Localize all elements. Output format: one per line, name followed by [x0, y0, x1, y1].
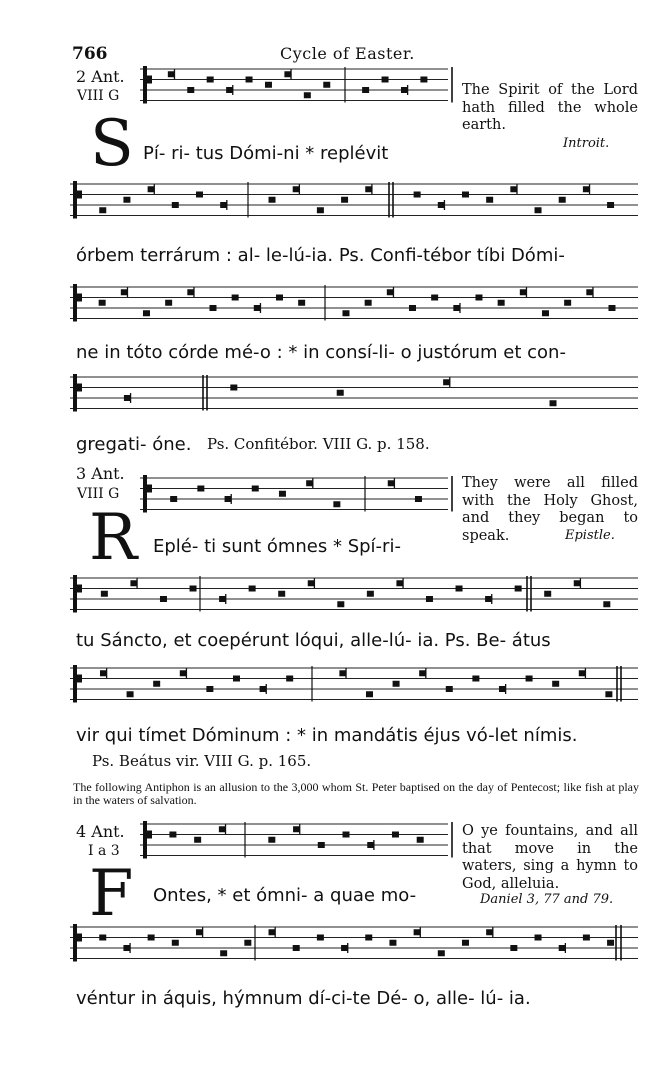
clef-mark — [143, 66, 147, 104]
neume-stem — [312, 478, 313, 488]
neume — [304, 92, 311, 98]
antiphon-number: 4 Ant. — [76, 822, 125, 841]
clef-mark — [75, 934, 82, 942]
neume — [268, 837, 275, 843]
neume — [172, 202, 179, 208]
neume — [438, 950, 445, 956]
neume — [564, 300, 571, 306]
clef-mark — [75, 384, 82, 392]
clef-mark — [145, 831, 152, 839]
neume-stem — [347, 943, 348, 953]
lyric-line: tu Sáncto, et coepérunt lóqui, alle-lú- ia. Ps. Be- átus — [76, 630, 551, 651]
neume — [388, 480, 395, 486]
neume — [559, 945, 566, 951]
neume — [254, 305, 261, 311]
clef-mark — [73, 284, 77, 322]
neume — [420, 77, 427, 83]
lyric-line: Pí- ri- tus Dómi-ni * replévit — [143, 143, 389, 164]
neume — [168, 71, 175, 77]
lyric-line: Eplé- ti sunt ómnes * Spí-ri- — [153, 536, 401, 557]
neume — [123, 945, 130, 951]
page-number: 766 — [72, 44, 108, 64]
neume — [170, 496, 177, 502]
neume — [438, 202, 445, 208]
neume-stem — [231, 494, 232, 504]
antiphon-number: 2 Ant. — [76, 67, 125, 86]
clef-mark — [145, 76, 152, 84]
neume — [194, 837, 201, 843]
neume — [389, 940, 396, 946]
neume — [169, 832, 176, 838]
neume-stem — [459, 303, 460, 313]
neume — [341, 945, 348, 951]
lyric-line: gregati- óne. — [76, 434, 192, 455]
neume — [409, 305, 416, 311]
neume — [417, 837, 424, 843]
neume — [419, 670, 426, 676]
neume — [219, 826, 226, 832]
neume — [396, 580, 403, 586]
neume — [426, 596, 433, 602]
neume — [279, 491, 286, 497]
neume — [586, 289, 593, 295]
neume — [165, 300, 172, 306]
translation: The Spirit of the Lord hath filled the whole earth. — [462, 82, 638, 133]
neume — [123, 197, 130, 203]
neume — [308, 580, 315, 586]
neume — [306, 480, 313, 486]
neume — [333, 501, 340, 507]
neume — [232, 295, 239, 301]
antiphon-mode: VIII G — [77, 88, 120, 104]
neume — [486, 929, 493, 935]
neume — [143, 310, 150, 316]
lyric-line: Ontes, * et ómni- a quae mo- — [153, 885, 417, 906]
initial-letter: F — [89, 857, 134, 931]
neume — [367, 842, 374, 848]
neume — [499, 686, 506, 692]
neume — [485, 596, 492, 602]
neume-stem — [394, 478, 395, 488]
neume — [148, 186, 155, 192]
neume — [414, 192, 421, 198]
neume — [339, 670, 346, 676]
footnote: The following Antiphon is an allusion to the 3,000 whom St. Peter baptised on the day of Pentecost; like fish at play in the waters of salvation. — [73, 780, 639, 807]
clef-mark — [75, 585, 82, 593]
neume-stem — [154, 184, 155, 194]
neume-stem — [526, 287, 527, 297]
initial-letter: R — [89, 501, 138, 575]
lyric-line: véntur in áquis, hýmnum dí-ci-te Dé- o, alle- lú- ia. — [76, 988, 531, 1009]
neume — [206, 686, 213, 692]
neume — [393, 681, 400, 687]
neume — [443, 379, 450, 385]
neume — [180, 670, 187, 676]
neume-stem — [202, 927, 203, 937]
neume-stem — [449, 377, 450, 387]
neume — [260, 686, 267, 692]
neume — [343, 832, 350, 838]
neume — [579, 670, 586, 676]
neume — [520, 289, 527, 295]
neume — [209, 305, 216, 311]
translation: They were all filled with the Holy Ghost, and they began to speak. — [462, 475, 638, 544]
neume — [246, 77, 253, 83]
clef-mark — [73, 665, 77, 703]
neume — [362, 87, 369, 93]
neume — [456, 586, 463, 592]
neume — [317, 207, 324, 213]
clef-mark — [143, 475, 147, 513]
neume — [153, 681, 160, 687]
neume — [367, 591, 374, 597]
neume-stem — [130, 393, 131, 403]
neume — [197, 486, 204, 492]
neume-stem — [345, 668, 346, 678]
neume — [365, 935, 372, 941]
neume — [607, 940, 614, 946]
neume — [498, 300, 505, 306]
neume — [607, 202, 614, 208]
neume — [100, 670, 107, 676]
neume — [127, 691, 134, 697]
neume — [605, 691, 612, 697]
neume — [293, 186, 300, 192]
neume-stem — [290, 69, 291, 79]
neume-stem — [225, 824, 226, 834]
neume-stem — [402, 578, 403, 588]
neume — [121, 289, 128, 295]
clef-mark — [143, 821, 147, 859]
neume-stem — [314, 578, 315, 588]
neume-stem — [516, 184, 517, 194]
neume — [366, 691, 373, 697]
neume — [453, 305, 460, 311]
neume — [196, 192, 203, 198]
neume-stem — [505, 684, 506, 694]
neume — [265, 82, 272, 88]
neume-stem — [299, 184, 300, 194]
neume — [317, 935, 324, 941]
neume — [293, 826, 300, 832]
neume — [544, 591, 551, 597]
neume — [278, 591, 285, 597]
neume — [462, 940, 469, 946]
neume — [608, 305, 615, 311]
neume — [269, 929, 276, 935]
neume — [298, 300, 305, 306]
neume — [472, 676, 479, 682]
neume — [233, 676, 240, 682]
lyric-line: ne in tóto córde mé-o : * in consí-li- o justórum et con- — [76, 342, 566, 363]
neume-stem — [299, 824, 300, 834]
neume — [252, 486, 259, 492]
neume — [318, 842, 325, 848]
neume — [101, 591, 108, 597]
neume — [583, 186, 590, 192]
neume — [99, 935, 106, 941]
running-title: Cycle of Easter. — [280, 44, 415, 63]
neume — [187, 289, 194, 295]
neume-stem — [585, 668, 586, 678]
translation: O ye fountains, and all that move in the waters, sing a hymn to God, alleluia. — [462, 823, 638, 892]
neume-stem — [225, 594, 226, 604]
clef-mark — [73, 181, 77, 219]
neume-stem — [393, 287, 394, 297]
psalm-reference: Ps. Beátus vir. VIII G. p. 165. — [92, 752, 312, 770]
neume-stem — [136, 578, 137, 588]
neume — [124, 395, 131, 401]
antiphon-mode: VIII G — [77, 486, 120, 502]
clef-mark — [75, 294, 82, 302]
neume-stem — [127, 287, 128, 297]
neume — [486, 197, 493, 203]
neume-stem — [425, 668, 426, 678]
clef-mark — [73, 575, 77, 613]
neume — [249, 586, 256, 592]
neume — [130, 580, 137, 586]
clef-mark — [75, 191, 82, 199]
neume — [196, 929, 203, 935]
initial-letter: S — [90, 107, 134, 181]
neume-stem — [186, 668, 187, 678]
psalm-reference: Ps. Confitébor. VIII G. p. 158. — [207, 435, 430, 453]
neume — [337, 390, 344, 396]
clef-mark — [145, 485, 152, 493]
neume — [286, 676, 293, 682]
neume — [414, 929, 421, 935]
neume — [276, 295, 283, 301]
neume — [415, 496, 422, 502]
neume — [225, 496, 232, 502]
neume — [475, 295, 482, 301]
lyric-line: vir qui tímet Dóminum : * in mandátis éjus vó-let nímis. — [76, 725, 578, 746]
neume-stem — [373, 840, 374, 850]
neume-stem — [491, 594, 492, 604]
neume-stem — [589, 184, 590, 194]
antiphon-number: 3 Ant. — [76, 464, 125, 483]
antiphon-mode: I a 3 — [88, 843, 120, 859]
neume — [190, 586, 197, 592]
neume-stem — [275, 927, 276, 937]
neume-stem — [444, 200, 445, 210]
neume — [583, 935, 590, 941]
source-reference: Introit. — [563, 136, 610, 151]
neume-stem — [407, 85, 408, 95]
neume-stem — [106, 668, 107, 678]
neume-stem — [260, 303, 261, 313]
neume-stem — [226, 200, 227, 210]
neume — [207, 77, 214, 83]
neume — [323, 82, 330, 88]
neume — [603, 601, 610, 607]
neume-stem — [232, 85, 233, 95]
neume — [552, 681, 559, 687]
clef-mark — [75, 675, 82, 683]
clef-mark — [73, 374, 77, 412]
neume — [99, 207, 106, 213]
neume-stem — [420, 927, 421, 937]
neume — [244, 940, 251, 946]
neume-stem — [565, 943, 566, 953]
neume — [226, 87, 233, 93]
neume — [172, 940, 179, 946]
neume-stem — [174, 69, 175, 79]
neume — [392, 832, 399, 838]
neume-stem — [492, 927, 493, 937]
source-reference: Epistle. — [565, 528, 615, 543]
neume-stem — [266, 684, 267, 694]
neume — [462, 192, 469, 198]
neume — [293, 945, 300, 951]
lyric-line: órbem terrárum : al- le-lú-ia. Ps. Confi-tébor tíbi Dómi- — [76, 245, 565, 266]
neume — [148, 935, 155, 941]
neume — [365, 186, 372, 192]
neume — [387, 289, 394, 295]
neume-stem — [371, 184, 372, 194]
neume — [431, 295, 438, 301]
neume — [550, 400, 557, 406]
neume — [510, 186, 517, 192]
neume — [187, 87, 194, 93]
neume-stem — [193, 287, 194, 297]
neume — [365, 300, 372, 306]
neume — [337, 601, 344, 607]
neume — [99, 300, 106, 306]
neume-stem — [580, 578, 581, 588]
neume — [446, 686, 453, 692]
neume — [559, 197, 566, 203]
neume-stem — [592, 287, 593, 297]
neume — [219, 596, 226, 602]
neume-stem — [129, 943, 130, 953]
neume — [230, 385, 237, 391]
neume — [515, 586, 522, 592]
neume — [160, 596, 167, 602]
neume — [284, 71, 291, 77]
neume — [542, 310, 549, 316]
neume — [269, 197, 276, 203]
neume — [342, 310, 349, 316]
source-reference: Daniel 3, 77 and 79. — [480, 892, 614, 907]
neume — [574, 580, 581, 586]
neume — [510, 945, 517, 951]
clef-mark — [73, 924, 77, 962]
neume — [382, 77, 389, 83]
neume — [220, 202, 227, 208]
neume — [526, 676, 533, 682]
neume — [220, 950, 227, 956]
neume — [341, 197, 348, 203]
neume — [535, 207, 542, 213]
neume — [535, 935, 542, 941]
neume — [401, 87, 408, 93]
